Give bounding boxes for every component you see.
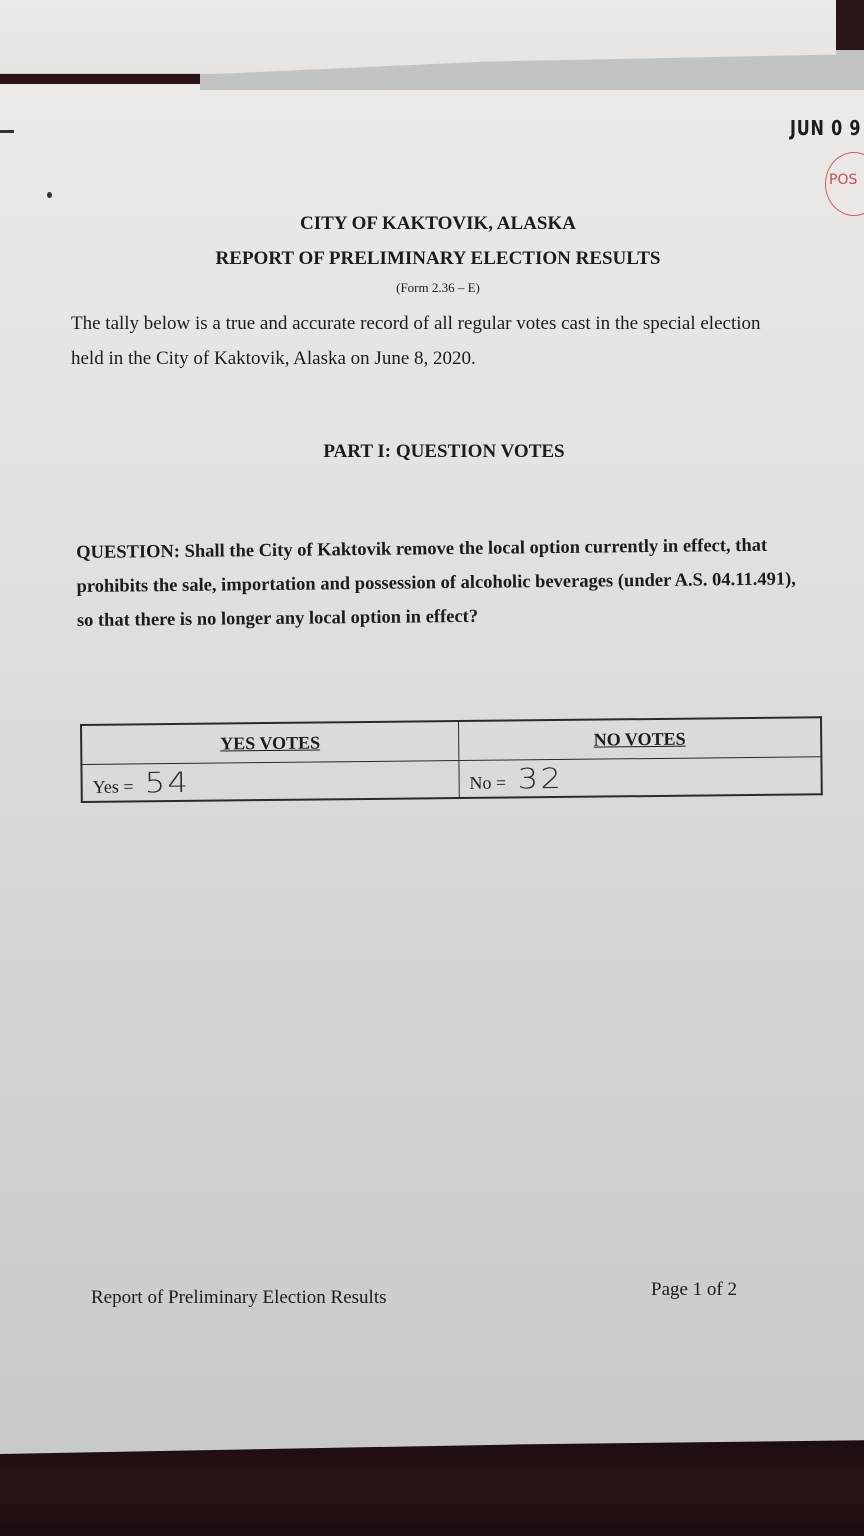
section-heading: PART I: QUESTION VOTES	[323, 441, 565, 462]
document-subtitle: REPORT OF PRELIMINARY ELECTION RESULTS	[215, 248, 661, 269]
table-surface	[0, 1440, 864, 1536]
yes-votes-cell	[81, 761, 459, 802]
received-date-stamp: JUN 0 9	[790, 116, 862, 140]
document-title: CITY OF KAKTOVIK, ALASKA	[300, 213, 576, 234]
margin-mark	[0, 130, 14, 133]
intro-paragraph: The tally below is a true and accurate record of all regular votes cast in the special election held in the City of Kaktovik, Alaska on June 8, 2020.	[71, 313, 761, 369]
no-votes-cell	[459, 757, 822, 798]
form-identifier: (Form 2.36 – E)	[396, 280, 480, 295]
hole-punch-mark	[47, 192, 52, 198]
footer-title: Report of Preliminary Election Results	[91, 1287, 387, 1308]
posted-stamp-label: POS	[829, 172, 858, 188]
ballot-question: QUESTION: Shall the City of Kaktovik remove the local option currently in effect, that prohibits the sale, importation and possession of alcoholic beverages (under A.S. 04.11.491), so that there is no longer any local option in effect?	[76, 535, 796, 631]
yes-label: Yes =	[92, 775, 134, 797]
no-votes-header: NO VOTES	[458, 717, 821, 760]
no-label: No =	[469, 772, 507, 793]
vote-results-table	[80, 716, 823, 806]
yes-votes-header: YES VOTES	[81, 721, 459, 764]
no-count: 32	[517, 761, 564, 795]
page-number: Page 1 of 2	[651, 1279, 738, 1300]
yes-count: 54	[144, 765, 191, 799]
